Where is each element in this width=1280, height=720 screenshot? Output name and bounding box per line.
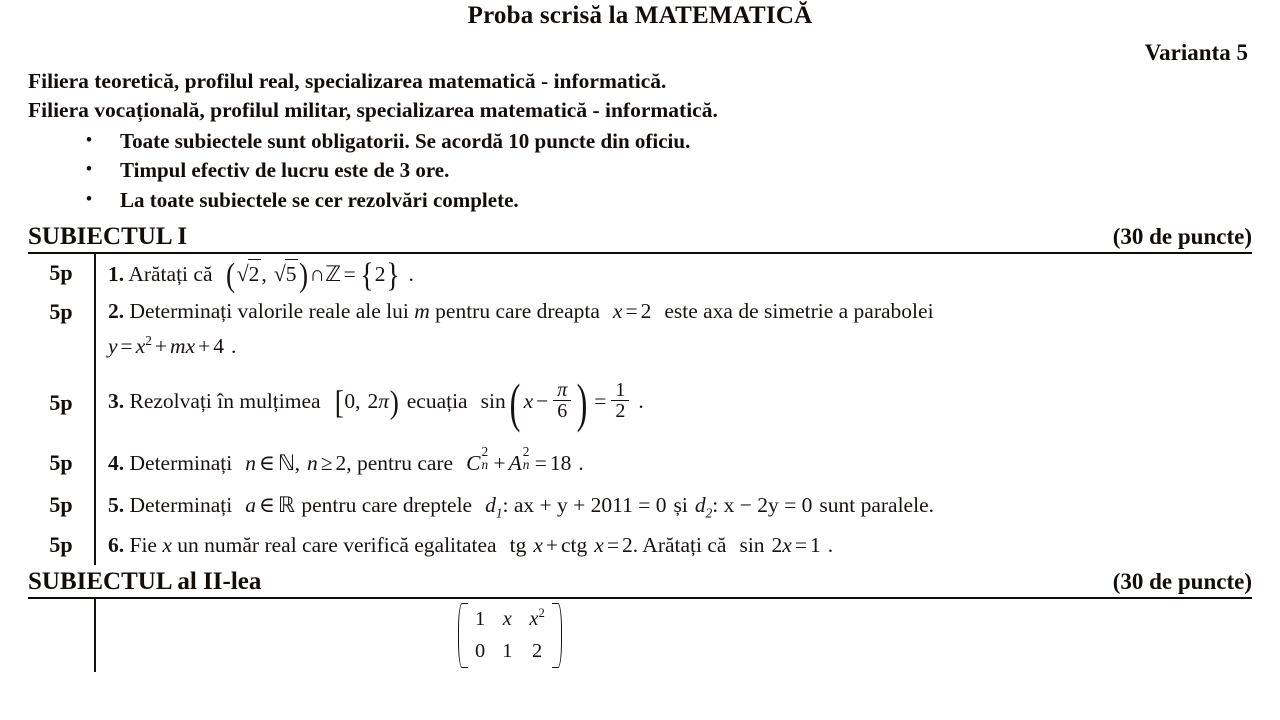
variant-label: Varianta 5 <box>1144 39 1248 65</box>
comma: , <box>261 261 267 286</box>
problem-statement <box>94 372 1252 433</box>
problem-text-mid: , pentru care <box>346 450 454 475</box>
exam-rule-item <box>28 127 1252 157</box>
equals-sign: = <box>343 261 356 286</box>
combination-superscript: 2 <box>481 444 489 460</box>
paren-close: ) <box>389 384 399 421</box>
variable-x: x <box>523 389 534 414</box>
problem-text: Determinați <box>129 450 233 475</box>
condition-n-geq-2: n ≥ 2 <box>306 450 347 475</box>
matrix-cell: x <box>502 608 512 631</box>
intersection-symbol: ∩ <box>309 261 326 286</box>
line-1-label: d <box>485 492 496 517</box>
equation-tg-ctg: tg x + ctg x = 2 <box>509 532 633 557</box>
arrangement-base: A <box>508 450 522 475</box>
arrangement-subscript: n <box>522 457 530 473</box>
column-divider <box>94 254 96 565</box>
problem-points: 5p <box>49 299 73 325</box>
line-1-expression: : ax + y + 2011 = 0 <box>502 492 667 517</box>
bullet-icon: • <box>86 189 92 209</box>
condition-a-real: a ∈ ℝ <box>245 492 295 517</box>
page-title <box>28 0 1252 31</box>
exam-rule-text: Timpul efectiv de lucru este de 3 ore. <box>120 158 450 183</box>
period: . <box>827 532 834 557</box>
matrix-grid <box>468 603 552 668</box>
subject-1-points: (30 de puncte) <box>1112 223 1252 249</box>
problem-points <box>28 599 94 605</box>
problem-row <box>28 525 1252 565</box>
line-2-label: d <box>694 492 706 517</box>
paren-close: ) <box>576 372 588 433</box>
problem-points: 5p <box>49 259 73 285</box>
problem-points: 5p <box>49 450 73 476</box>
problem-number: 6. <box>108 532 125 557</box>
parabola-equation: $y = x^2$ + mx + 4 <box>108 333 225 359</box>
problem-number: 5. <box>108 492 125 517</box>
exam-rule-item <box>28 186 1252 216</box>
problem-text: Determinați <box>129 492 233 517</box>
subject-2-points: (30 de puncte) <box>1112 569 1252 595</box>
matrix <box>458 603 562 668</box>
variable-m: m <box>414 299 430 324</box>
matrix-cell-exponent: 2 <box>538 606 545 621</box>
problem-row <box>28 485 1252 525</box>
subject-1-problem-list <box>28 254 1252 565</box>
problem-text-after: . Arătați că <box>632 532 727 557</box>
matrix-cell-base: x <box>529 608 539 631</box>
line-2-expression: : x − 2y = 0 <box>712 492 813 517</box>
integers-set-symbol: ℤ <box>325 261 341 286</box>
line-1-equation <box>485 492 667 521</box>
bullet-icon: • <box>86 159 92 179</box>
page-title-prefix: Proba scrisă la <box>467 2 635 29</box>
problem-row <box>28 254 1252 293</box>
matrix-cell <box>529 606 544 634</box>
equation-axis: x = 2 <box>612 299 652 324</box>
line-1-index: 1 <box>495 505 503 521</box>
matrix-cell: 1 <box>502 639 513 662</box>
combination-symbol <box>466 444 490 478</box>
comma: , <box>355 389 361 414</box>
problem-row <box>28 293 1252 365</box>
fraction-numerator: π <box>557 378 568 401</box>
equals-sign: = <box>594 389 607 414</box>
bullet-icon: • <box>86 129 92 149</box>
problem-row <box>28 441 1252 485</box>
bracket-open: [ <box>334 384 344 421</box>
problem-statement <box>94 254 1252 293</box>
problem-statement <box>94 445 1252 482</box>
matrix-paren-left <box>458 603 468 668</box>
filiera-line-1: Filiera teoretică, profilul real, specializarea matematică - informatică. <box>28 68 667 93</box>
fraction-numerator: 1 <box>615 378 626 401</box>
minus-sign: − <box>536 389 549 414</box>
problem-statement <box>94 487 1252 524</box>
matrix-cell: 0 <box>475 639 486 662</box>
conjunction: și <box>673 492 688 517</box>
problem-text-after: sunt paralele. <box>819 492 934 517</box>
interval-start: 0 <box>344 389 356 414</box>
problem-number: 4. <box>108 450 125 475</box>
exam-rule-text: La toate subiectele se cer rezolvări complete. <box>120 188 519 213</box>
problem-text: Determinați valorile reale ale lui <box>129 299 409 324</box>
period: . <box>408 261 414 286</box>
page-title-subject: MATEMATICĂ <box>634 2 813 29</box>
filiera-line-2: Filiera vocațională, profilul militar, specializarea matematică - informatică. <box>28 97 718 122</box>
period: . <box>638 389 644 414</box>
problem-text-mid: pentru care dreptele <box>301 492 473 517</box>
plus-sign: + <box>493 450 506 475</box>
problem-number: 2. <box>108 299 125 324</box>
radical-sign-icon: √ <box>273 260 286 286</box>
equals-sign: = <box>534 450 547 475</box>
combination-base: C <box>466 450 481 475</box>
problem-points: 5p <box>49 492 73 518</box>
set-member: 2 <box>374 261 386 286</box>
fraction-denominator: 2 <box>611 400 629 422</box>
problem-points: 5p <box>49 532 73 558</box>
problem-text-mid: ecuația <box>406 389 468 414</box>
matrix-cell: 2 <box>532 639 543 662</box>
paren-close: ) <box>299 256 309 294</box>
matrix-cell: 1 <box>475 608 486 631</box>
brace-close: } <box>386 256 401 294</box>
fraction-denominator: 6 <box>553 400 571 422</box>
exam-rule-item <box>28 156 1252 186</box>
problem-points: 5p <box>49 390 73 416</box>
problem-statement <box>94 527 1252 564</box>
problem-row <box>28 365 1252 441</box>
radical-expression <box>237 258 262 289</box>
problem-number: 1. <box>108 261 125 286</box>
subject-1-header <box>28 223 1252 254</box>
matrix-paren-right <box>552 603 562 668</box>
period: . <box>231 334 237 359</box>
period: . <box>578 450 584 475</box>
radical-sign-icon: √ <box>236 260 249 286</box>
combination-subscript: n <box>481 457 489 473</box>
equation-sin2x: sin 2x = 1 <box>739 532 821 557</box>
problem-statement <box>94 293 1252 365</box>
column-divider <box>94 599 96 672</box>
fraction-one-half <box>611 380 629 422</box>
problem-text-mid: un număr real care verifică egalitatea <box>177 532 497 557</box>
paren-open: ( <box>226 256 236 294</box>
fraction-pi-over-6 <box>553 380 571 422</box>
line-2-equation <box>694 492 813 521</box>
problem-text: Rezolvați în mulțimea <box>129 389 321 414</box>
exam-rule-text: Toate subiectele sunt obligatorii. Se acordă 10 puncte din oficiu. <box>120 128 691 153</box>
problem-row <box>28 599 1252 672</box>
interval-end: 2π <box>367 389 389 414</box>
variable-x: x <box>162 532 172 557</box>
line-2-index: 2 <box>705 505 713 521</box>
arrangement-symbol <box>508 444 532 478</box>
problem-text: Arătați că <box>128 261 213 286</box>
subject-2-header <box>28 568 1252 599</box>
exam-rules-list <box>28 127 1252 216</box>
arrangement-superscript: 2 <box>522 444 530 460</box>
problem-text: Fie <box>129 532 157 557</box>
paren-open: ( <box>509 372 521 433</box>
brace-open: { <box>360 256 374 294</box>
subject-1-heading: SUBIECTUL I <box>28 222 188 250</box>
radicand: 5 <box>285 259 299 289</box>
radicand: 2 <box>248 259 262 289</box>
condition-n-natural: n ∈ ℕ, <box>245 450 300 475</box>
problem-statement <box>94 599 1252 672</box>
radical-expression <box>274 258 299 289</box>
result-value: 18 <box>549 450 572 475</box>
problem-text-after: este axa de simetrie a parabolei <box>664 299 934 324</box>
subject-2-problem-list <box>28 599 1252 672</box>
function-sin: sin <box>480 389 506 414</box>
subject-2-heading: SUBIECTUL al II-lea <box>28 568 262 596</box>
problem-number: 3. <box>108 389 125 414</box>
problem-text-mid: pentru care dreapta <box>435 299 600 324</box>
